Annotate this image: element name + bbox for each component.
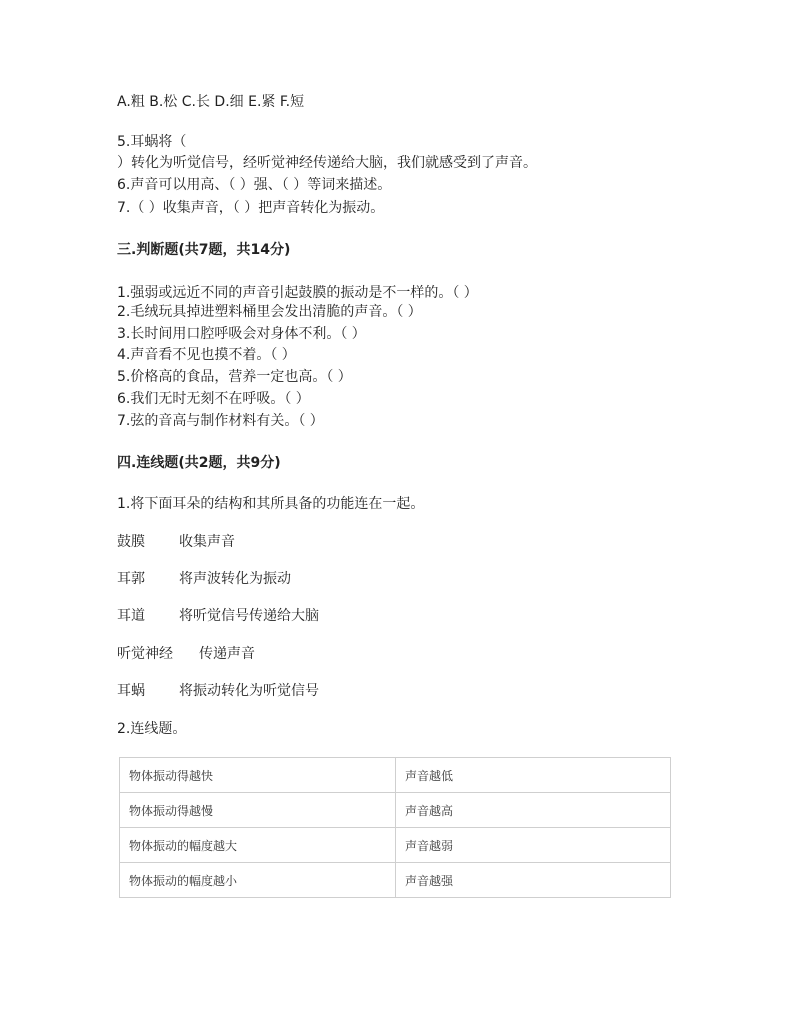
table-cell-cause: 物体振动得越慢 [120, 793, 396, 828]
ear-structure: 鼓膜 [117, 534, 145, 550]
table-cell-cause: 物体振动得越快 [120, 758, 396, 793]
judge-item-7: 7.弦的音高与制作材料有关。（ ） [117, 413, 324, 429]
judge-item-2: 2.毛绒玩具掉进塑料桶里会发出清脆的声音。（ ） [117, 304, 422, 320]
table-cell-effect: 声音越低 [396, 758, 671, 793]
match-pair [117, 570, 291, 588]
judge-item-6: 6.我们无时无刻不在呼吸。（ ） [117, 391, 310, 407]
ear-function: 将听觉信号传递给大脑 [179, 608, 319, 624]
ear-structure: 听觉神经 [117, 646, 173, 662]
table-cell-effect: 声音越弱 [396, 828, 671, 863]
table-row [120, 793, 671, 828]
fill-blank-6: 6.声音可以用高、（ ）强、（ ）等词来描述。 [117, 177, 392, 193]
match-pair [117, 533, 235, 551]
options-line: A.粗 B.松 C.长 D.细 E.紧 F.短 [117, 94, 305, 110]
ear-function: 收集声音 [179, 534, 235, 550]
fill-blank-5-start: 5.耳蜗将（ [117, 134, 187, 150]
match-table [119, 757, 671, 898]
match-pair [117, 682, 319, 700]
match-pair [117, 645, 255, 663]
table-row [120, 758, 671, 793]
judge-item-1: 1.强弱或远近不同的声音引起鼓膜的振动是不一样的。（ ） [117, 285, 478, 301]
ear-function: 将声波转化为振动 [179, 571, 291, 587]
ear-function: 将振动转化为听觉信号 [179, 683, 319, 699]
table-row [120, 828, 671, 863]
ear-structure: 耳蜗 [117, 683, 145, 699]
match-question-2: 2.连线题。 [117, 721, 187, 737]
fill-blank-7: 7.（ ）收集声音，（ ）把声音转化为振动。 [117, 200, 385, 216]
section-3-title: 三.判断题(共7题，共14分) [117, 242, 291, 258]
judge-item-5: 5.价格高的食品，营养一定也高。（ ） [117, 369, 352, 385]
ear-structure: 耳郭 [117, 571, 145, 587]
judge-item-4: 4.声音看不见也摸不着。（ ） [117, 347, 296, 363]
judge-item-3: 3.长时间用口腔呼吸会对身体不利。（ ） [117, 326, 366, 342]
table-row [120, 863, 671, 898]
table-cell-cause: 物体振动的幅度越大 [120, 828, 396, 863]
fill-blank-5-end: ）转化为听觉信号，经听觉神经传递给大脑，我们就感受到了声音。 [117, 155, 537, 171]
table-cell-cause: 物体振动的幅度越小 [120, 863, 396, 898]
match-question-1: 1.将下面耳朵的结构和其所具备的功能连在一起。 [117, 496, 425, 512]
section-4-title: 四.连线题(共2题，共9分) [117, 455, 281, 471]
ear-function: 传递声音 [199, 646, 255, 662]
table-cell-effect: 声音越强 [396, 863, 671, 898]
table-cell-effect: 声音越高 [396, 793, 671, 828]
match-pair [117, 607, 319, 625]
ear-structure: 耳道 [117, 608, 145, 624]
